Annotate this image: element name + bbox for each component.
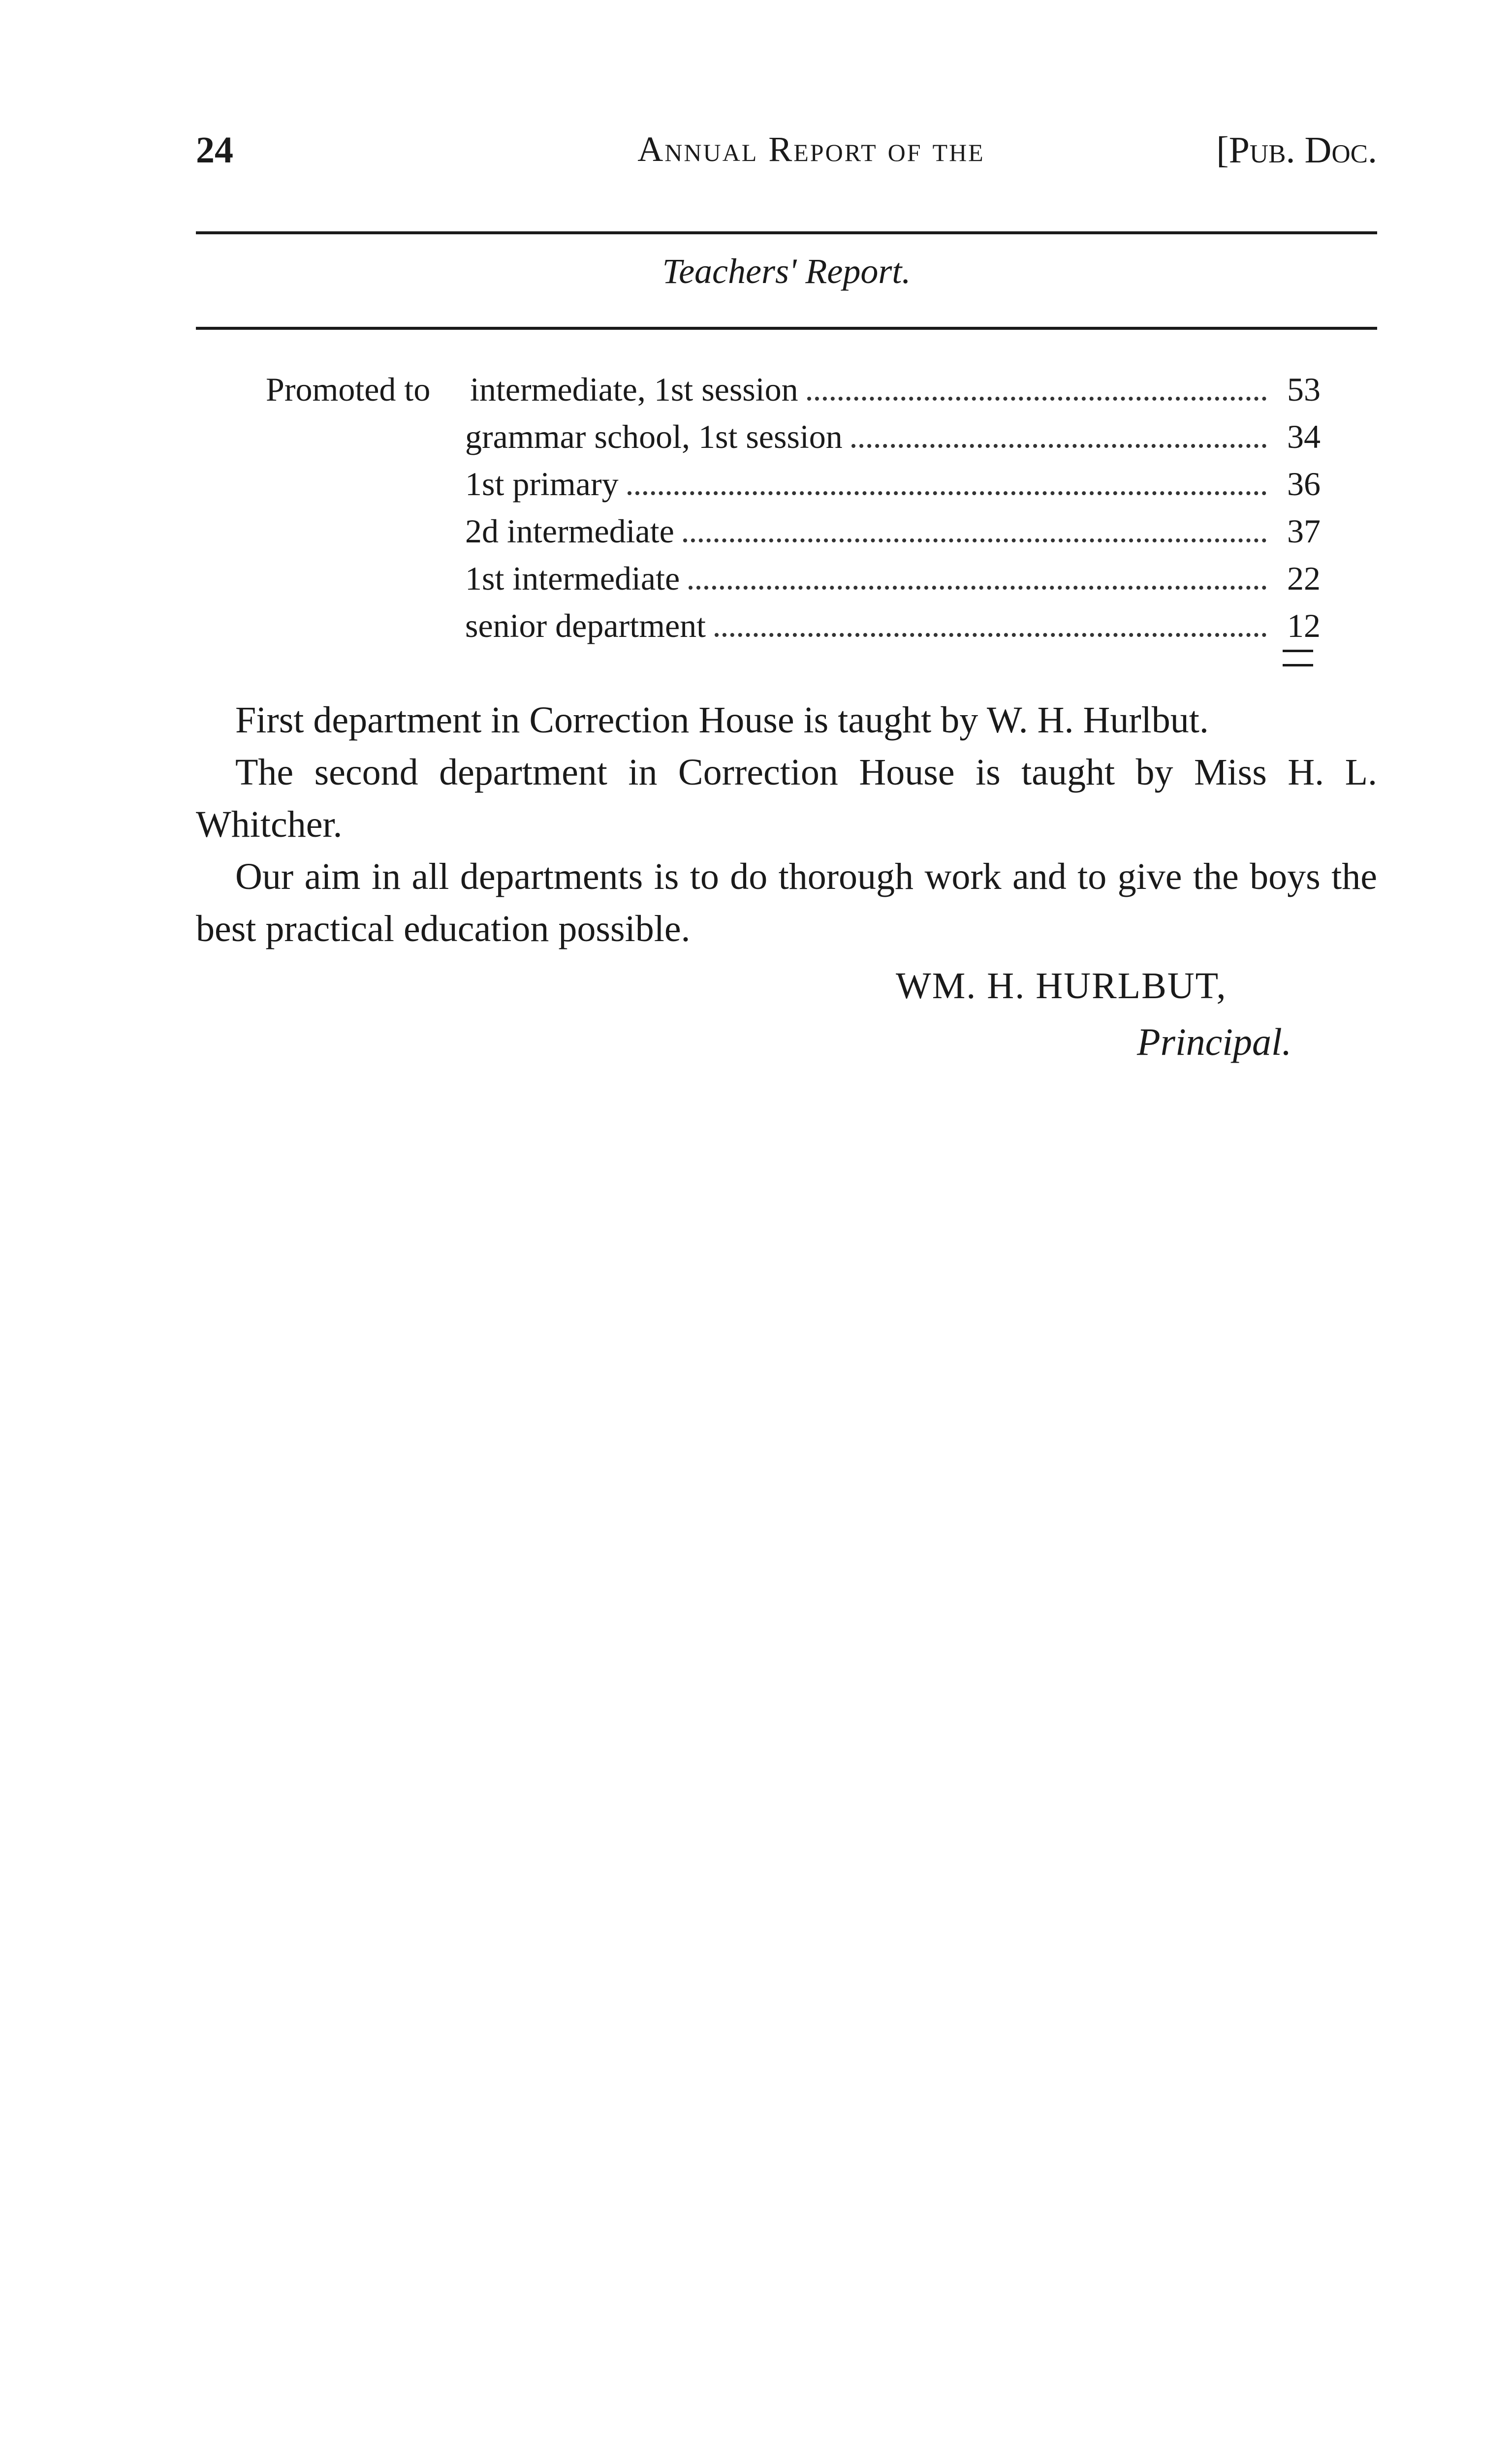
promotions-lead: Promoted to xyxy=(266,371,431,408)
promotion-count: 53 xyxy=(1287,371,1321,408)
paragraph-second-department: The second department in Correction House is taught by Miss H. L. Whitcher. xyxy=(196,752,1377,845)
promotion-label: 2d intermediate xyxy=(465,512,674,550)
section-heading: Teachers' Report. xyxy=(662,252,911,291)
page-number: 24 xyxy=(196,129,233,171)
promotion-count: 36 xyxy=(1287,465,1321,503)
dot-leader xyxy=(628,491,1266,495)
promotion-count: 12 xyxy=(1287,607,1321,644)
promotion-row xyxy=(465,512,1321,559)
promotion-row xyxy=(465,559,1321,606)
promotion-row xyxy=(465,465,1321,512)
promotion-row xyxy=(465,417,1321,465)
promotion-label: 1st intermediate xyxy=(465,560,680,597)
document-reference: [Pub. Doc. xyxy=(1216,129,1377,171)
dot-leader xyxy=(683,538,1266,542)
promotion-label: senior department xyxy=(465,607,706,644)
dot-leader xyxy=(807,397,1266,401)
paragraph-first-department: First department in Correction House is taught by W. H. Hurlbut. xyxy=(235,699,1209,741)
promotion-label: 1st primary xyxy=(465,465,619,503)
dot-leader xyxy=(851,444,1266,448)
signature-title: Principal. xyxy=(1137,1020,1292,1063)
promotion-row xyxy=(470,370,1321,417)
top-rule xyxy=(196,231,1377,234)
running-head-title: Annual Report of the xyxy=(637,129,985,169)
dot-leader xyxy=(689,586,1266,590)
promotion-count: 34 xyxy=(1287,418,1321,455)
paragraph-aim: Our aim in all departments is to do thorough work and to give the boys the best practical education possible. xyxy=(196,856,1377,949)
promotion-count: 37 xyxy=(1287,512,1321,550)
total-double-rule xyxy=(1283,650,1313,666)
running-head xyxy=(196,129,1377,178)
promotion-count: 22 xyxy=(1287,560,1321,597)
promotion-label: intermediate, 1st session xyxy=(470,371,798,408)
signature-name: WM. H. HURLBUT, xyxy=(896,965,1227,1007)
dot-leader xyxy=(715,633,1266,637)
promotion-label: grammar school, 1st session xyxy=(465,418,843,455)
promotion-row xyxy=(465,606,1321,654)
section-rule xyxy=(196,327,1377,330)
